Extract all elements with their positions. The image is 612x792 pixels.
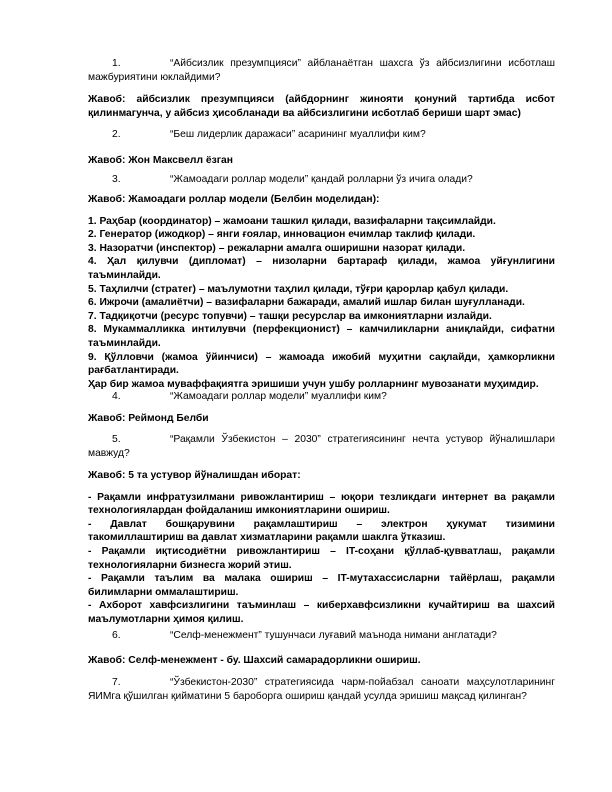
question-number: 3. (112, 174, 121, 185)
answer-1 (88, 93, 555, 120)
question-text-cont: мавжуд? (88, 447, 130, 459)
role-line: 8. Мукаммалликка интилувчи (перфекционист) – камчиликларни аниқлайди, сифатни (88, 324, 555, 336)
direction-line: - Рақамли таълим ва малака ошириш – IT-мутахассисларни тайёрлаш, рақамли (88, 573, 555, 585)
summary-line: Ҳар бир жамоа муваффақиятга эришиши учун ушбу ролларнинг мувозанати муҳимдир. (88, 378, 539, 390)
question-number: 5. (112, 434, 121, 445)
answer-title: Жавоб: Жамоадаги роллар модели (Белбин моделидан): (88, 194, 380, 205)
answer-5 (88, 469, 555, 627)
question-text-cont: мажбуриятини юклайдими? (88, 71, 221, 83)
question-number: 6. (112, 630, 121, 641)
role-line: 2. Генератор (ижодкор) – янги ғоялар, инновацион ечимлар таклиф қилади. (88, 229, 476, 241)
answer-4 (88, 412, 555, 426)
direction-line: маълумотларни ҳимоя қилиш. (88, 613, 244, 625)
question-1 (88, 57, 555, 84)
question-text: “Ўзбекистон-2030” стратегиясида чарм-пойабзал саноати маҳсулотларининг (170, 677, 555, 688)
role-line: 9. Қўлловчи (жамоа ўйинчиси) – жамоада ижобий муҳитни сақлайди, ҳамкорликни (88, 351, 555, 363)
role-line: 1. Раҳбар (координатор) – жамоани ташкил қилади, вазифаларни тақсимлайди. (88, 215, 496, 227)
answer-text: Жавоб: Жон Максвелл ёзган (88, 155, 233, 166)
answer-title: Жавоб: 5 та устувор йўналишдан иборат: (88, 470, 301, 481)
answer-text-cont: қилинмагунча, у айбсиз ҳисобланади ва айбсизлигини исботлаб бериши шарт эмас) (88, 107, 521, 119)
question-text: “Жамоадаги роллар модели” қандай ролларни ўз ичига олади? (170, 174, 473, 185)
question-5 (88, 433, 555, 460)
role-line: 6. Ижрочи (амалиётчи) – вазифаларни бажаради, амалий ишлар билан шуғулланади. (88, 297, 525, 309)
question-text-cont: ЯИМга қўшилган қийматини 5 бароборга ошириш қандай усулда эришиш мақсад қилинган? (88, 690, 527, 702)
question-3 (88, 173, 555, 187)
question-7 (88, 676, 555, 703)
answer-2 (88, 154, 555, 168)
question-number: 2. (112, 129, 121, 140)
question-text: “Жамоадаги роллар модели” муаллифи ким? (170, 391, 387, 402)
question-text: “Селф-менежмент” тушунчаси луғавий маънода нимани англатади? (170, 630, 497, 641)
question-number: 1. (112, 58, 121, 69)
answer-text: Жавоб: Селф-менежмент - бу. Шахсий самарадорликни ошириш. (88, 655, 421, 666)
direction-line: - Ахборот хавфсизлигини таъминлаш – киберхавфсизликни кучайтириш ва шахсий (88, 600, 555, 612)
role-line: 4. Ҳал қилувчи (дипломат) – низоларни бартараф қилади, жамоа уйғунлигини (88, 256, 555, 268)
role-line: 7. Тадқиқотчи (ресурс топувчи) – ташқи ресурслар ва имкониятларни излайди. (88, 310, 492, 322)
direction-line: технологияларни бизнесга жорий этиш. (88, 559, 292, 571)
role-line: 5. Таҳлилчи (стратег) – маълумотни таҳлил қилади, тўғри қарорлар қабул қилади. (88, 283, 509, 295)
question-number: 4. (112, 391, 121, 402)
question-text: “Рақамли Ўзбекистон – 2030” стратегиясининг нечта устувор йўналишлари (170, 434, 555, 445)
role-line: таъминлайди. (88, 337, 161, 349)
role-line: таъминлайди. (88, 269, 161, 281)
question-text: “Айбсизлик презумпцияси” айбланаётган шахсга ўз айбсизлигини исботлаш (170, 58, 555, 69)
question-2 (88, 128, 555, 142)
question-4 (88, 390, 555, 404)
direction-line: - Рақамли иқтисодиётни ривожлантириш – IT-соҳани қўллаб-қувватлаш, рақамли (88, 545, 555, 557)
question-6 (88, 629, 555, 643)
question-number: 7. (112, 677, 121, 688)
role-line: 3. Назоратчи (инспектор) – режаларни амалга оширишни назорат қилади. (88, 242, 466, 254)
answer-6 (88, 654, 555, 668)
direction-line: - Рақамли инфратузилмани ривожлантириш – юқори тезликдаги интернет ва рақамли (88, 491, 555, 503)
direction-line: - Давлат бошқарувини рақамлаштириш – электрон ҳукумат тизимини (88, 518, 555, 530)
direction-line: билимларни оммалаштириш. (88, 586, 239, 598)
question-text: “Беш лидерлик даражаси” асарининг муаллифи ким? (170, 129, 426, 140)
answer-text: Жавоб: айбсизлик презумпцияси (айбдорнинг жинояти қонуний тартибда исбот (88, 94, 555, 105)
direction-line: такомиллаштириш ва давлат хизматларини рақамли шаклга ўтказиш. (88, 532, 446, 544)
answer-text: Жавоб: Реймонд Белби (88, 413, 209, 424)
answer-3 (88, 193, 555, 391)
direction-line: технологиялардан фойдаланиш имкониятларини ошириш. (88, 505, 390, 517)
role-line: рағбатлантиради. (88, 365, 179, 377)
